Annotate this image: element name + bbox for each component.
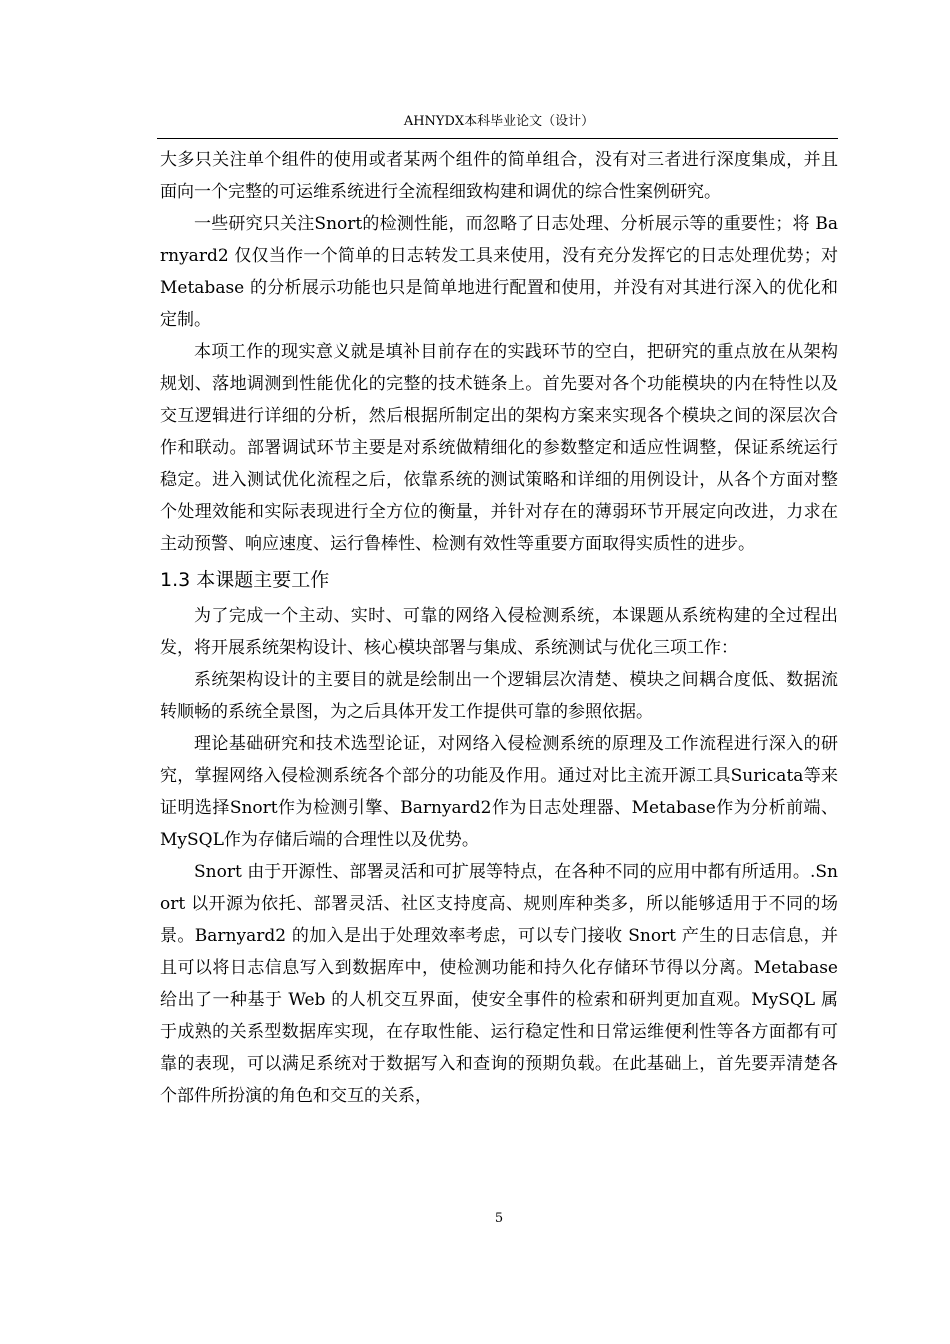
page-number: 5: [494, 1211, 504, 1226]
page-body: [160, 144, 838, 1112]
header-divider: [157, 138, 838, 139]
paragraph-technology-selection: 理论基础研究和技术选型论证，对网络入侵检测系统的原理及工作流程进行深入的研究，掌握网络入侵检测系统各个部分的功能及作用。通过对比主流开源工具Suricata等来证明选择Snort作为检测引擎、Barnyard2作为日志处理器、Metabase作为分析前端、MySQL作为存储后端的合理性以及优势。: [160, 734, 838, 850]
paragraph-architecture-design: 系统架构设计的主要目的就是绘制出一个逻辑层次清楚、模块之间耦合度低、数据流转顺畅的系统全景图，为之后具体开发工作提供可靠的参照依据。: [160, 670, 838, 722]
paragraph-component-roles: Snort 由于开源性、部署灵活和可扩展等特点，在各种不同的应用中都有所适用。.Snort 以开源为依托、部署灵活、社区支持度高、规则库种类多，所以能够适用于不同的场景。Barnyard2 的加入是出于处理效率考虑，可以专门接收 Snort 产生的日志信息，并且可以将日志信息写入到数据库中，使检测功能和持久化存储环节得以分离。Metabase 给出了一种基于 Web 的人机交互界面，使安全事件的检索和研判更加直观。MySQL 属于成熟的关系型数据库实现，在存取性能、运行稳定性和日常运维便利性等各方面都有可靠的表现，可以满足系统对于数据写入和查询的预期负载。在此基础上，首先要弄清楚各个部件所扮演的角色和交互的关系，: [160, 862, 838, 1106]
paragraph-research-gap: 一些研究只关注Snort的检测性能，而忽略了日志处理、分析展示等的重要性；将 Barnyard2 仅仅当作一个简单的日志转发工具来使用，没有充分发挥它的日志处理优势；对 Metabase 的分析展示功能也只是简单地进行配置和使用，并没有对其进行深入的优化和定制。: [160, 214, 838, 330]
paragraph-continuation: 大多只关注单个组件的使用或者某两个组件的简单组合，没有对三者进行深度集成，并且面向一个完整的可运维系统进行全流程细致构建和调优的综合性案例研究。: [160, 150, 838, 202]
section-heading: 1.3 本课题主要工作: [160, 569, 330, 591]
running-header: AHNYDX本科毕业论文（设计）: [403, 114, 595, 129]
paragraph-main-work-intro: 为了完成一个主动、实时、可靠的网络入侵检测系统，本课题从系统构建的全过程出发，将开展系统架构设计、核心模块部署与集成、系统测试与优化三项工作：: [160, 606, 838, 658]
paragraph-practical-significance: 本项工作的现实意义就是填补目前存在的实践环节的空白，把研究的重点放在从架构规划、落地调测到性能优化的完整的技术链条上。首先要对各个功能模块的内在特性以及交互逻辑进行详细的分析，然后根据所制定出的架构方案来实现各个模块之间的深层次合作和联动。部署调试环节主要是对系统做精细化的参数整定和适应性调整，保证系统运行稳定。进入测试优化流程之后，依靠系统的测试策略和详细的用例设计，从各个方面对整个处理效能和实际表现进行全方位的衡量，并针对存在的薄弱环节开展定向改进，力求在主动预警、响应速度、运行鲁棒性、检测有效性等重要方面取得实质性的进步。: [160, 342, 838, 554]
